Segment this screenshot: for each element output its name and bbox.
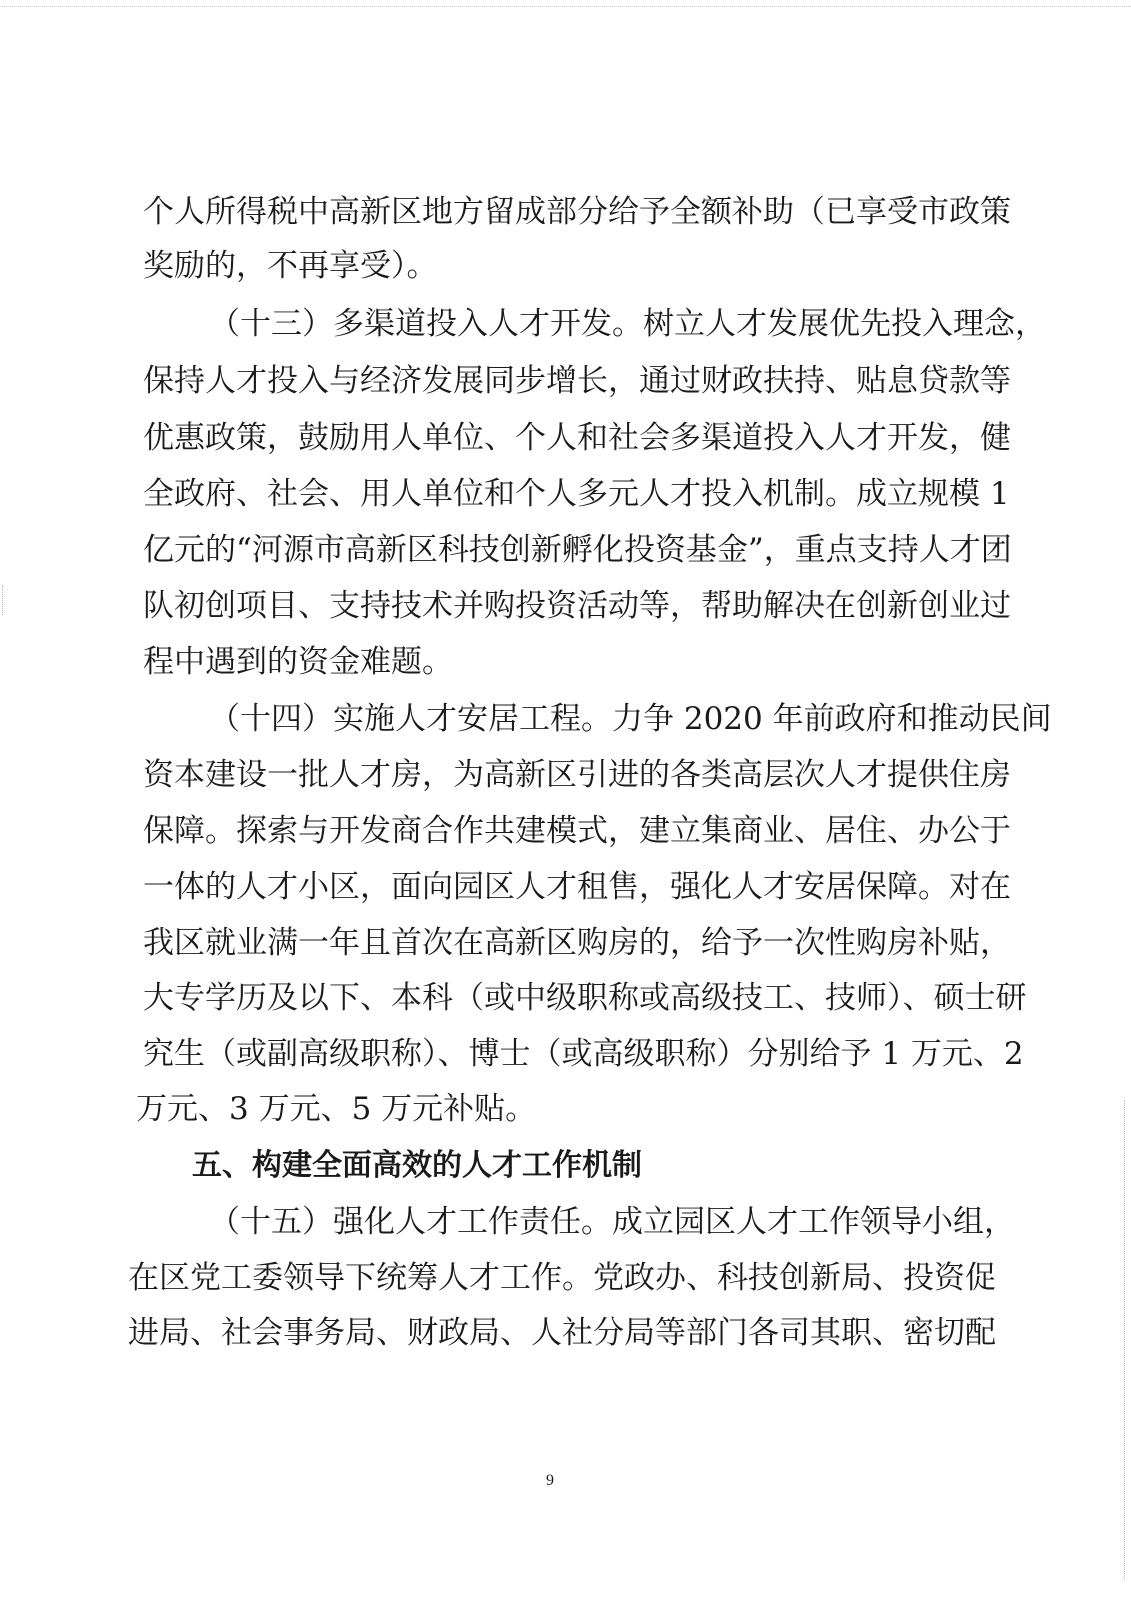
body-line: 保持人才投入与经济发展同步增长，通过财政扶持、贴息贷款等 <box>143 363 1011 399</box>
body-line: 全政府、社会、用人单位和个人多元人才投入机制。成立规模 1 <box>143 476 1010 512</box>
body-line: 资本建设一批人才房，为高新区引进的各类高层次人才提供住房 <box>143 757 1011 793</box>
body-line: 在区党工委领导下统筹人才工作。党政办、科技创新局、投资促 <box>128 1260 996 1296</box>
body-line: 大专学历及以下、本科（或中级职称或高级技工、技师）、硕士研 <box>143 980 1027 1016</box>
body-line: 我区就业满一年且首次在高新区购房的，给予一次性购房补贴， <box>143 925 1011 961</box>
section-heading: 五、构建全面高效的人才工作机制 <box>192 1148 642 1183</box>
body-line: 亿元的“河源市高新区科技创新孵化投资基金”，重点支持人才团 <box>143 532 1012 568</box>
section-15-first-line: （十五）强化人才工作责任。成立园区人才工作领导小组， <box>209 1204 1015 1240</box>
body-line: 优惠政策，鼓励用人单位、个人和社会多渠道投入人才开发，健 <box>143 420 1011 456</box>
scan-edge-right <box>1124 1100 1125 1580</box>
body-line: 个人所得税中高新区地方留成部分给予全额补助（已享受市政策 <box>143 194 1011 230</box>
body-line: 万元、3 万元、5 万元补贴。 <box>136 1091 537 1127</box>
body-line: 奖励的，不再享受）。 <box>143 248 438 284</box>
page-number: 9 <box>546 1472 554 1489</box>
body-line: 进局、社会事务局、财政局、人社分局等部门各司其职、密切配 <box>128 1315 996 1351</box>
section-14-first-line: （十四）实施人才安居工程。力争 2020 年前政府和推动民间 <box>209 701 1052 737</box>
body-line: 程中遇到的资金难题。 <box>143 644 453 680</box>
body-line: 队初创项目、支持技术并购投资活动等，帮助解决在创新创业过 <box>143 588 1011 624</box>
body-line: 究生（或副高级职称）、博士（或高级职称）分别给予 1 万元、2 <box>143 1036 1024 1072</box>
scan-edge-top <box>0 6 1131 7</box>
section-13-first-line: （十三）多渠道投入人才开发。树立人才发展优先投入理念， <box>209 306 1046 342</box>
body-line: 保障。探索与开发商合作共建模式，建立集商业、居住、办公于 <box>143 813 1011 849</box>
body-line: 一体的人才小区，面向园区人才租售，强化人才安居保障。对在 <box>143 869 1011 905</box>
scan-edge-left <box>2 585 3 615</box>
